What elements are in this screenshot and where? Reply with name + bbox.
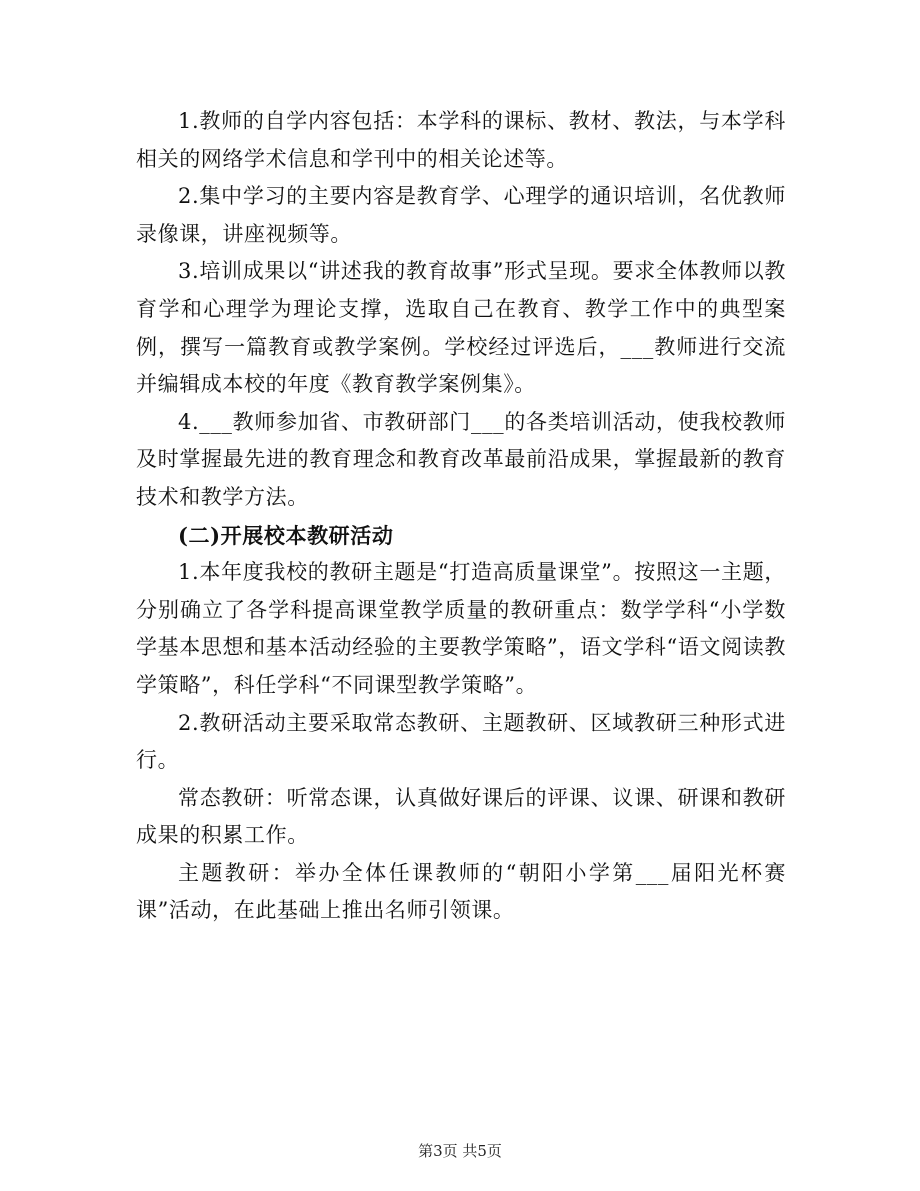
- paragraph-external-training: 4.___教师参加省、市教研部门___的各类培训活动，使我校教师及时掌握最先进的教育理念和教育改革最前沿成果，掌握最新的教育技术和教学方法。: [136, 409, 786, 509]
- document-body: [136, 103, 786, 930]
- paragraph-training-results: 3.培训成果以“讲述我的教育故事”形式呈现。要求全体教师以教育学和心理学为理论支撑，选取自己在教育、教学工作中的典型案例，撰写一篇教育或教学案例。学校经过评选后，___教师进行交流并编辑成本校的年度《教育教学案例集》。: [136, 259, 786, 397]
- page-number-footer: 第3页 共5页: [418, 1142, 502, 1160]
- paragraph-centralized-study: 2.集中学习的主要内容是教育学、心理学的通识培训，名优教师录像课，讲座视频等。: [136, 184, 786, 246]
- paragraph-research-forms: 2.教研活动主要采取常态教研、主题教研、区域教研三种形式进行。: [136, 710, 786, 773]
- paragraph-routine-research: 常态教研：听常态课，认真做好课后的评课、议课、研课和教研成果的积累工作。: [136, 785, 786, 848]
- paragraph-research-theme: 1.本年度我校的教研主题是“打造高质量课堂”。按照这一主题，分别确立了各学科提高课堂教学质量的教研重点：数学学科“小学数学基本思想和基本活动经验的主要教学策略”，语文学科“语文阅读教学策略”，科任学科“不同课型教学策略”。: [136, 560, 786, 697]
- section-heading-school-research: (二)开展校本教研活动: [178, 522, 394, 548]
- paragraph-self-study: 1.教师的自学内容包括：本学科的课标、教材、教法，与本学科相关的网络学术信息和学刊中的相关论述等。: [136, 109, 786, 171]
- paragraph-theme-research: 主题教研：举办全体任课教师的“朝阳小学第___届阳光杯赛课”活动，在此基础上推出名师引领课。: [136, 860, 786, 923]
